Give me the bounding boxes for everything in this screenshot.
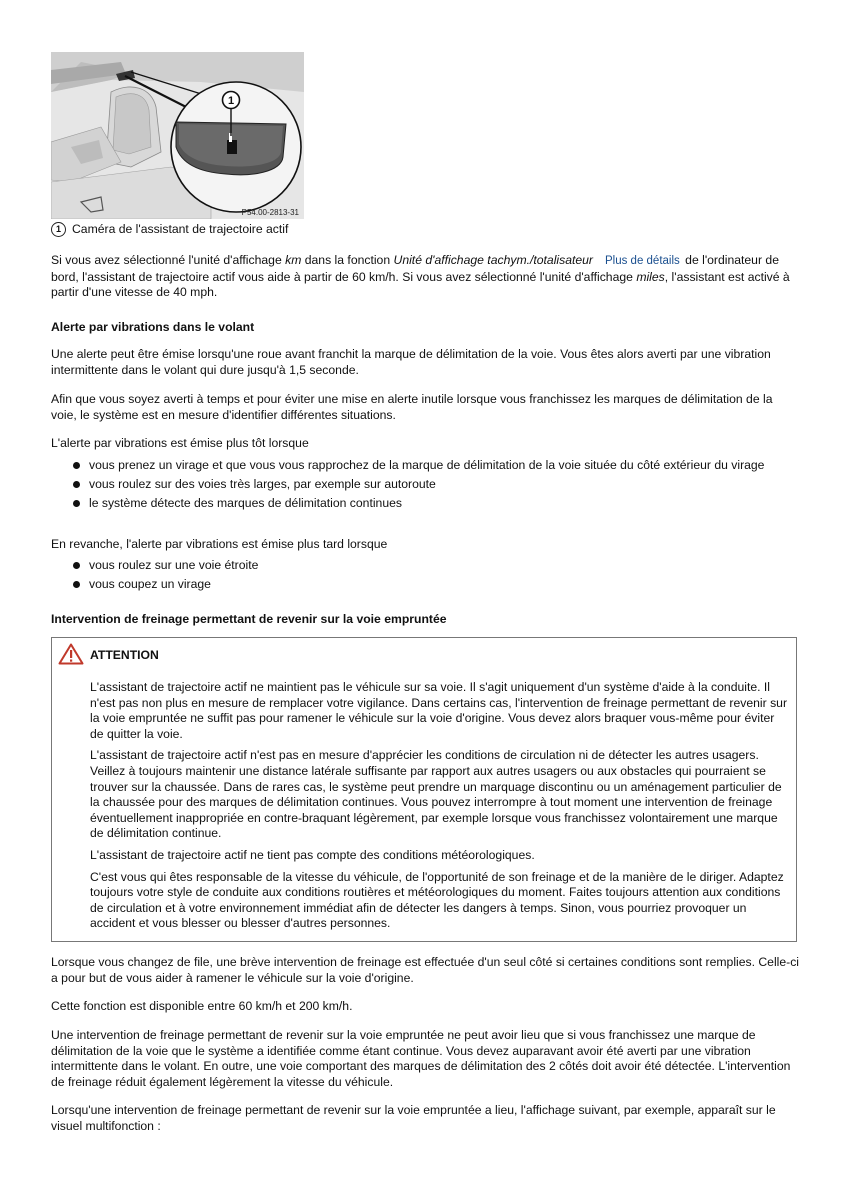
figure-callout-number: 1: [227, 95, 235, 107]
figure-code: P54.00-2813-31: [241, 208, 299, 217]
warning-box: [51, 637, 797, 942]
intro-function-name: Unité d'affichage tachym./totalisateur: [393, 253, 593, 267]
warning-paragraph: L'assistant de trajectoire actif n'est pas en mesure d'apprécier les conditions de circulation ni de détecter les autres usagers. Veillez à toujours maintenir une distance latérale suffisante par rapport aux autres usagers ou aux obstacles qui pourraient se trouver sur la chaussée. Dans de rares cas, le système peut prendre un marquage discontinu ou un aménagement particulier de la chaussée pour des marques de délimitation continues. Vous pouvez interrompre à tout moment une intervention de freinage éventuellement inappropriée en contre-braquant légèrement, par exemple lorsque vous franchissez volontairement une marque de délimitation continue.: [90, 748, 782, 841]
later-list: [51, 558, 799, 596]
paragraph: Une alerte peut être émise lorsqu'une roue avant franchit la marque de délimitation de la voie. Vous êtes alors averti par une vibration intermittente dans le volant qui dure jusqu'à 1,5 seconde.: [51, 347, 771, 377]
paragraph: Cette fonction est disponible entre 60 km/h et 200 km/h.: [51, 999, 353, 1013]
list-intro-earlier: L'alerte par vibrations est émise plus tôt lorsque: [51, 436, 309, 450]
more-details-link[interactable]: Plus de détails: [604, 255, 680, 267]
list-item: vous coupez un virage: [51, 577, 799, 593]
section-heading-braking: Intervention de freinage permettant de revenir sur la voie empruntée: [51, 612, 447, 626]
warning-paragraph: L'assistant de trajectoire actif ne tient pas compte des conditions météorologiques.: [90, 847, 535, 862]
intro-text: dans la fonction: [301, 253, 394, 267]
figure-caption: [51, 222, 288, 238]
list-item: le système détecte des marques de délimitation continues: [51, 496, 799, 512]
list-intro-later: En revanche, l'alerte par vibrations est émise plus tard lorsque: [51, 537, 388, 551]
list-item: vous prenez un virage et que vous vous rapprochez de la marque de délimitation de la voie située du côté extérieur du virage: [51, 458, 799, 474]
warning-title: ATTENTION: [90, 648, 159, 662]
intro-miles: miles: [636, 269, 665, 284]
camera-figure: [51, 52, 304, 219]
intro-text: de l'ordinateur de bord, l'assistant de trajectoire actif vous aide à partir de 60 km/h. Si vous avez sélectionné l'unité d'affichage: [51, 253, 779, 284]
warning-triangle-icon: [58, 643, 84, 665]
paragraph: Lorsqu'une intervention de freinage permettant de revenir sur la voie empruntée a lieu, l'affichage suivant, par exemple, apparaît sur le visuel multifonction :: [51, 1103, 776, 1133]
warning-paragraph: C'est vous qui êtes responsable de la vitesse du véhicule, de l'opportunité de son freinage et de la manière de le diriger. Adaptez toujours votre style de conduite aux conditions routières et météorologiques du moment. Faites toujours attention aux conditions de circulation et à votre environnement immédiat afin de détecter les dangers à temps. Sinon, vous pourriez provoquer un accident et vous blesser ou blesser d'autres personnes.: [90, 869, 784, 931]
intro-km: km: [285, 253, 302, 267]
warning-body: [90, 680, 790, 938]
intro-text: Si vous avez sélectionné l'unité d'affichage: [51, 253, 286, 267]
list-item: vous roulez sur une voie étroite: [51, 558, 799, 574]
paragraph: Une intervention de freinage permettant de revenir sur la voie empruntée ne peut avoir lieu que si vous franchissez une marque de délimitation de la voie que le système a identifiée comme étant continue. Vous devez auparavant avoir été averti par une vibration intermittente dans le volant. En outre, une voie comportant des marques de délimitation des 2 côtés doit avoir été détectée. L'intervention de freinage réduit également légèrement la vitesse du véhicule.: [51, 1028, 791, 1089]
section-heading-vibration: Alerte par vibrations dans le volant: [51, 320, 255, 334]
paragraph: Lorsque vous changez de file, une brève intervention de freinage est effectuée d'un seul côté si certaines conditions sont remplies. Celle-ci a pour but de vous aider à ramener le véhicule sur la voie d'origine.: [51, 955, 800, 985]
intro-paragraph: [51, 253, 799, 301]
earlier-list: [51, 458, 799, 515]
list-item: vous roulez sur des voies très larges, par exemple sur autoroute: [51, 477, 799, 493]
camera-illustration: [51, 52, 304, 219]
callout-badge: 1: [51, 222, 66, 237]
caption-text: Caméra de l'assistant de trajectoire actif: [72, 222, 289, 236]
paragraph: Afin que vous soyez averti à temps et pour éviter une mise en alerte inutile lorsque vous franchissez les marques de délimitation de la voie, le système est en mesure d'identifier différentes situations.: [51, 392, 773, 422]
intro-text: , l'assistant est activé à partir d'une vitesse de 40 mph.: [51, 269, 790, 300]
warning-paragraph: L'assistant de trajectoire actif ne maintient pas le véhicule sur sa voie. Il s'agit uniquement d'un système d'aide à la conduite. Il n'est pas non plus en mesure de remplacer votre vigilance. Dans certains cas, l'intervention de freinage permettant de revenir sur la voie empruntée ne suffit pas pour ramener le véhicule sur la voie d'origine. Vous devez alors braquer vous-même pour éviter de quitter la voie.: [90, 680, 787, 741]
